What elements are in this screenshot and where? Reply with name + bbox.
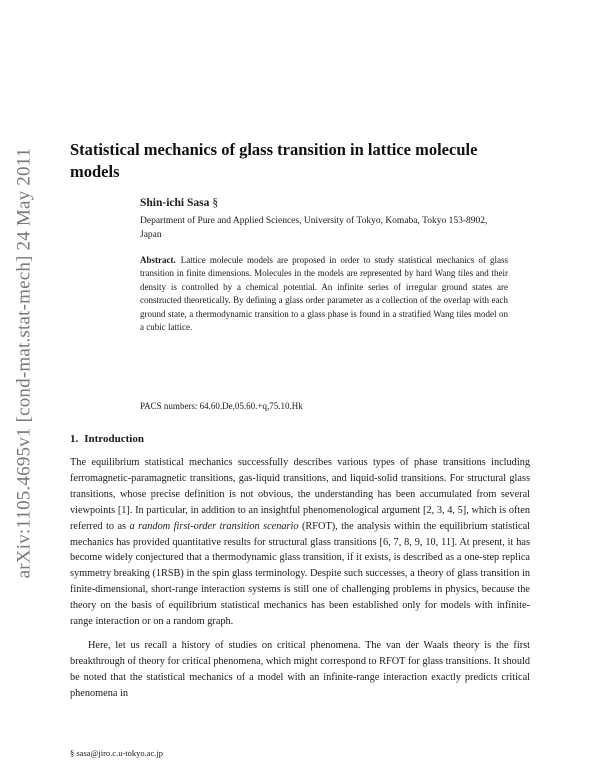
abstract-label: Abstract. [140, 255, 176, 265]
paragraph-text: (RFOT), the analysis within the equilibrium statistical mechanics has provided quantitative results for structural glass transitions [6, 7, 8, 9, 10, 11]. At present, it has become widely conjectured that a thermodynamic glass transition, if it exists, is described as a one-step replica symmetry breaking (1RSB) in the spin glass terminology. Despite such successes, a theory of glass transition in finite-dimensional, short-range interaction systems is still one of challenging problems in physics, because the theory on the basis of equilibrium statistical mechanics has been established only for models with infinite-range interaction or on a random graph. [70, 520, 530, 628]
pacs-numbers: PACS numbers: 64.60.De,05.60.+q,75.10.Hk [140, 401, 303, 411]
abstract-text: Lattice molecule models are proposed in order to study statistical mechanics of glass transition in finite dimensions. Molecules in the models are represented by hard Wang tiles and their density is controlled by a chemical potential. An infinite series of irregular ground states are constructed theoretically. By defining a glass order parameter as a collection of the overlap with each ground state, a thermodynamic transition to a glass phase is found in a stratified Wang tiles model on a cubic lattice. [140, 255, 508, 333]
author-line [140, 197, 218, 209]
paper-title: Statistical mechanics of glass transition in lattice molecule models [70, 140, 478, 181]
arxiv-identifier-text: arXiv:1105.4695v1 [cond-mat.stat-mech] 24 May 2011 [13, 147, 34, 579]
section-number: 1. [70, 433, 79, 445]
body-text [70, 455, 530, 702]
section-heading [70, 433, 144, 445]
abstract [140, 254, 508, 334]
body-paragraph [70, 455, 530, 630]
author-name: Shin-ichi Sasa [140, 197, 210, 209]
emphasized-term: a random first-order transition scenario [129, 520, 299, 532]
author-affiliation: Department of Pure and Applied Sciences, University of Tokyo, Komaba, Tokyo 153-8902, Japan [140, 216, 488, 240]
arxiv-identifier-stamp [12, 128, 36, 598]
footnote-email: § sasa@jiro.c.u-tokyo.ac.jp [70, 748, 164, 758]
author-footnote-mark: § [212, 197, 219, 209]
section-title: Introduction [84, 433, 144, 445]
paragraph-text: The equilibrium statistical mechanics successfully describes various types of phase transitions including ferromagnetic-paramagnetic transitions, gas-liquid transitions, and liquid-solid transitions. For structural glass transitions, whose precise definition is not obvious, the understanding has been accumulated from several viewpoints [1]. In particular, in addition to an insightful phenomenological argument [2, 3, 4, 5], which is often referred to as [70, 457, 530, 532]
body-paragraph: Here, let us recall a history of studies on critical phenomena. The van der Waals theory is the first breakthrough of theory for critical phenomena, which might correspond to RFOT for glass transitions. It should be noted that the statistical mechanics of a model with an infinite-range interaction exactly predicts critical phenomena in [70, 639, 530, 699]
